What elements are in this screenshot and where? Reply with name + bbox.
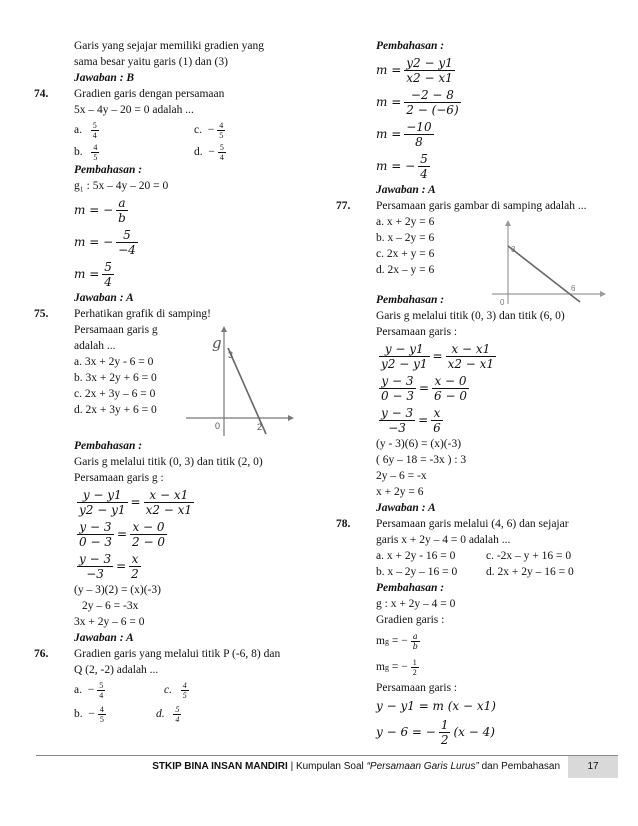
question-number: 77. bbox=[336, 200, 351, 212]
options-row-76-1 bbox=[34, 678, 312, 702]
right-column bbox=[336, 38, 616, 748]
footer-suffix: dan Pembahasan bbox=[478, 761, 560, 772]
substitution-77-2: y − 3 −3 = x 6 bbox=[381, 405, 441, 435]
option-d: d. − $\frac{5}{4}$ bbox=[194, 143, 224, 162]
option-a: a. x + 2y = 6 bbox=[376, 216, 435, 228]
substitution-77-1: y − 3 0 − 3 = x − 0 6 − 0 bbox=[381, 373, 467, 403]
question-number: 74. bbox=[34, 88, 49, 100]
question-75-line-3: adalah ... bbox=[74, 340, 116, 352]
page-number: 17 bbox=[568, 756, 618, 778]
step-76-2: m = $\frac{-2 - 8}{2 - (-6)}$ bbox=[376, 87, 459, 117]
y-axis-arrow bbox=[505, 220, 511, 226]
work-line-2: 2y – 6 = -3x bbox=[82, 600, 139, 612]
work-line-2: ( 6y – 18 = -3x ) : 3 bbox=[376, 454, 467, 466]
step-74-1: m = − $\frac{a}{b}$ bbox=[74, 195, 126, 225]
footer-prefix: Kumpulan Soal bbox=[295, 761, 367, 772]
pembahasan-75: Pembahasan : bbox=[74, 440, 143, 452]
question-78 bbox=[336, 516, 616, 532]
m-step-2: m g = − 1 2 bbox=[376, 657, 417, 677]
institution-name: STKIP BINA INSAN MANDIRI bbox=[152, 761, 288, 772]
answer-74: Jawaban : A bbox=[74, 292, 134, 304]
step-76-3: m = $\frac{-10}{8}$ bbox=[376, 119, 432, 149]
footer-title: “Persamaan Garis Lurus” bbox=[366, 761, 479, 772]
question-75-line-2: Persamaan garis g bbox=[74, 324, 158, 336]
step-76-1: m = $\frac{y2 - y1}{x2 - x1}$ bbox=[376, 55, 453, 85]
x-axis-arrow bbox=[288, 415, 294, 421]
question-76-line-2: Q (2, -2) adalah ... bbox=[74, 664, 159, 676]
option-d: d. $\frac{5}{4}$ bbox=[156, 705, 180, 724]
question-text: Gradien garis dengan persamaan bbox=[74, 88, 225, 100]
options-row-78-1 bbox=[336, 548, 616, 564]
x-tick-label: 6 bbox=[571, 284, 576, 293]
persamaan-label-75: Persamaan garis g : bbox=[74, 472, 164, 484]
line-label-g: g bbox=[212, 334, 222, 352]
option-b: b. $\frac{4}{5}$ bbox=[74, 143, 98, 162]
m-step-1: m g = − a b bbox=[376, 631, 418, 651]
formula-75: y − y1 y2 − y1 = x − x1 x2 − x1 bbox=[79, 487, 193, 517]
persamaan-label-77: Persamaan garis : bbox=[376, 326, 458, 338]
y-tick-label: 3 bbox=[228, 350, 234, 360]
option-d: d. 2x – y = 6 bbox=[376, 264, 435, 276]
question-74 bbox=[34, 86, 312, 102]
options-row-74-2 bbox=[34, 140, 312, 162]
intro-line-1: Garis yang sejajar memiliki gradien yang bbox=[74, 40, 265, 52]
question-number: 76. bbox=[34, 648, 49, 660]
intro-line-2: sama besar yaitu garis (1) dan (3) bbox=[74, 56, 228, 68]
given-74: g₁ : 5x – 4y – 20 = 0 bbox=[74, 180, 169, 192]
footer-text bbox=[152, 761, 560, 772]
option-b: b. − $\frac{4}{5}$ bbox=[74, 705, 104, 724]
footer-separator: | bbox=[287, 761, 296, 772]
pembahasan-74: Pembahasan : bbox=[74, 164, 143, 176]
x-tick-label: 2 bbox=[257, 422, 263, 432]
option-c: c. − $\frac{4}{5}$ bbox=[194, 121, 224, 140]
option-b: b. x – 2y – 16 = 0 bbox=[376, 566, 458, 578]
option-c: c. 2x + y = 6 bbox=[376, 248, 435, 260]
answer-77: Jawaban : A bbox=[376, 502, 436, 514]
option-a: a. 3x + 2y - 6 = 0 bbox=[74, 356, 154, 368]
option-d: d. 2x + 3y + 6 = 0 bbox=[74, 404, 157, 416]
pembahasan-76: Pembahasan : bbox=[376, 40, 445, 52]
option-c: c. 2x + 3y – 6 = 0 bbox=[74, 388, 156, 400]
persamaan-label-78: Persamaan garis : bbox=[376, 682, 458, 694]
question-number: 78. bbox=[336, 518, 351, 530]
work-line-3: 2y – 6 = -x bbox=[376, 470, 427, 482]
option-c: c. -2x – y + 16 = 0 bbox=[486, 550, 572, 562]
pembahasan-77: Pembahasan : bbox=[376, 294, 445, 306]
option-a: a. x + 2y - 16 = 0 bbox=[376, 550, 456, 562]
option-a: a. − $\frac{5}{4}$ bbox=[74, 681, 104, 700]
question-74-line-2: 5x – 4y – 20 = 0 adalah ... bbox=[74, 104, 194, 116]
work-line-1: (y - 3)(6) = (x)(-3) bbox=[376, 438, 462, 450]
pembahasan-78: Pembahasan : bbox=[376, 582, 445, 594]
gradien-label: Gradien garis : bbox=[376, 614, 445, 626]
step-76-4: m = − $\frac{5}{4}$ bbox=[376, 151, 428, 181]
page-footer bbox=[36, 755, 618, 778]
question-78-line-2: garis x + 2y – 4 = 0 adalah ... bbox=[376, 534, 511, 546]
equation-78-1: y − y1 = m (x − x1) bbox=[376, 699, 496, 713]
question-text: Gradien garis yang melalui titik P (-6, 8) dan bbox=[74, 648, 281, 660]
origin-label: 0 bbox=[500, 298, 505, 307]
equation-78-2: y − 6 = − $\frac{1}{2}$ (x − 4) bbox=[376, 717, 495, 747]
explanation-77: Garis g melalui titik (0, 3) dan titik (6, 0) bbox=[376, 310, 565, 322]
explanation-75: Garis g melalui titik (0, 3) dan titik (2, 0) bbox=[74, 456, 263, 468]
question-text: Persamaan garis gambar di samping adalah ... bbox=[376, 200, 587, 212]
work-line-1: (y – 3)(2) = (x)(-3) bbox=[74, 584, 161, 596]
question-75 bbox=[34, 306, 312, 322]
step-74-3: m = $\frac{5}{4}$ bbox=[74, 259, 112, 289]
answer-73: Jawaban : B bbox=[74, 72, 135, 84]
work-line-4: x + 2y = 6 bbox=[376, 486, 424, 498]
answer-76: Jawaban : A bbox=[376, 184, 436, 196]
substitution-75-1: y − 3 0 − 3 = x − 0 2 − 0 bbox=[79, 519, 165, 549]
option-b: b. 3x + 2y + 6 = 0 bbox=[74, 372, 157, 384]
graph-75 bbox=[184, 326, 294, 444]
question-77 bbox=[336, 198, 616, 214]
y-tick-label: 3 bbox=[511, 245, 516, 254]
given-78: g : x + 2y – 4 = 0 bbox=[376, 598, 456, 610]
answer-75: Jawaban : A bbox=[74, 632, 134, 644]
substitution-75-2: y − 3 −3 = x 2 bbox=[79, 551, 139, 581]
origin-label: 0 bbox=[215, 421, 221, 431]
question-text: Persamaan garis melalui (4, 6) dan sejajar bbox=[376, 518, 569, 530]
options-row-74-1 bbox=[34, 118, 312, 140]
question-76 bbox=[34, 646, 312, 662]
options-row-76-2 bbox=[34, 702, 312, 726]
step-74-2: m = − $\frac{5}{-4}$ bbox=[74, 227, 136, 257]
option-b: b. x – 2y = 6 bbox=[376, 232, 435, 244]
formula-77: y − y1 y2 − y1 = x − x1 x2 − x1 bbox=[381, 341, 495, 371]
question-text: Perhatikan grafik di samping! bbox=[74, 308, 212, 320]
option-c: c. $\frac{4}{5}$ bbox=[164, 681, 187, 700]
options-row-78-2 bbox=[336, 564, 616, 580]
option-d: d. 2x + 2y – 16 = 0 bbox=[486, 566, 574, 578]
y-axis-arrow bbox=[221, 326, 227, 332]
left-column bbox=[34, 38, 312, 726]
option-a: a. $\frac{5}{4}$ bbox=[74, 121, 97, 140]
question-number: 75. bbox=[34, 308, 49, 320]
work-line-3: 3x + 2y – 6 = 0 bbox=[74, 616, 145, 628]
